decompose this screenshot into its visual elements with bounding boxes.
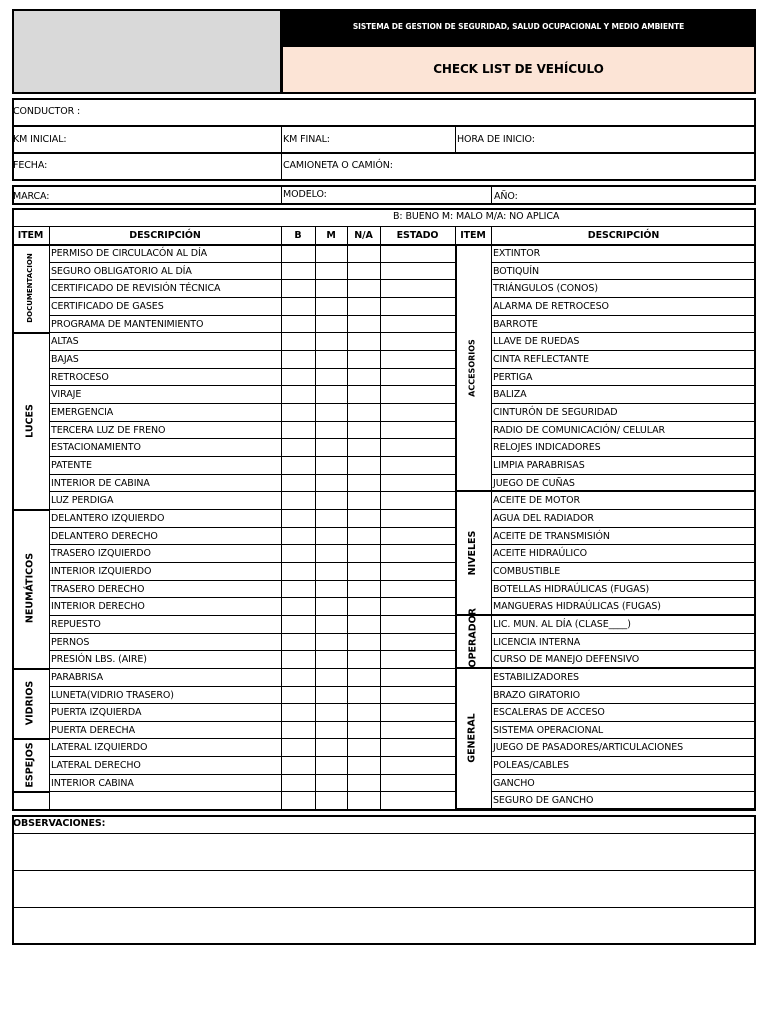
check-cell-b[interactable] [282, 492, 314, 508]
left-item-label: REPUESTO [51, 618, 101, 630]
right-item-label: BRAZO GIRATORIO [493, 689, 581, 701]
left-item-label: INTERIOR IZQUIERDO [51, 565, 152, 577]
right-item-label: BALIZA [493, 389, 527, 401]
check-cell-b[interactable] [282, 475, 314, 491]
check-cell-na[interactable] [348, 369, 379, 385]
right-item-label: TRIÁNGULOS (CONOS) [493, 283, 598, 295]
check-cell-na[interactable] [348, 351, 379, 367]
check-cell-estado[interactable] [381, 545, 454, 561]
system-title-bar [281, 9, 756, 46]
check-cell-b[interactable] [282, 245, 314, 261]
right-item-label: SEGURO DE GANCHO [493, 795, 594, 807]
check-cell-b[interactable] [282, 634, 314, 650]
check-cell-na[interactable] [348, 422, 379, 438]
check-cell-b[interactable] [282, 457, 314, 473]
check-cell-b[interactable] [282, 298, 314, 314]
check-cell-estado[interactable] [381, 404, 454, 420]
check-cell-estado[interactable] [381, 298, 454, 314]
left-item-label: CERTIFICADO DE GASES [51, 300, 164, 312]
check-cell-m[interactable] [316, 263, 346, 279]
check-cell-estado[interactable] [381, 528, 454, 544]
left-item-label: TRASERO IZQUIERDO [51, 548, 151, 560]
check-cell-m[interactable] [316, 563, 346, 579]
check-cell-na[interactable] [348, 245, 379, 261]
check-cell-na[interactable] [348, 439, 379, 455]
right-item-label: JUEGO DE PASADORES/ARTICULACIONES [493, 742, 684, 754]
right-item-label: POLEAS/CABLES [493, 760, 569, 772]
check-cell-b[interactable] [282, 739, 314, 755]
check-cell-b[interactable] [282, 510, 314, 526]
system-title: SISTEMA DE GESTION DE SEGURIDAD, SALUD OCUPACIONAL Y MEDIO AMBIENTE [352, 22, 685, 31]
left-item-label: INTERIOR DERECHO [51, 601, 145, 613]
left-item-label: ESTACIONAMIENTO [51, 442, 141, 454]
col-header-descripcion2: DESCRIPCIÓN [587, 230, 660, 241]
logo-placeholder [12, 9, 282, 94]
check-cell-na[interactable] [348, 457, 379, 473]
check-cell-na[interactable] [348, 598, 379, 614]
right-item-label: BARROTE [493, 318, 538, 330]
col-header-na: N/A [354, 230, 373, 241]
check-cell-estado[interactable] [381, 634, 454, 650]
right-item-label: BOTIQUÍN [493, 265, 539, 277]
km-final-label: KM FINAL: [283, 134, 330, 145]
check-cell-na[interactable] [348, 704, 379, 720]
check-cell-m[interactable] [316, 280, 346, 296]
check-cell-na[interactable] [348, 687, 379, 703]
check-cell-na[interactable] [348, 263, 379, 279]
left-item-label: BAJAS [51, 353, 79, 365]
check-cell-b[interactable] [282, 775, 314, 791]
right-item-label: ACEITE DE MOTOR [493, 495, 580, 507]
right-item-label: EXTINTOR [493, 248, 541, 259]
left-item-label: PUERTA DERECHA [51, 724, 135, 736]
left-item-label: INTERIOR DE CABINA [51, 477, 150, 489]
check-cell-m[interactable] [316, 333, 346, 349]
camioneta-label: CAMIONETA O CAMIÓN: [283, 160, 393, 171]
col-header-estado: ESTADO [396, 230, 439, 241]
check-cell-b[interactable] [282, 581, 314, 597]
check-cell-m[interactable] [316, 492, 346, 508]
right-item-label: ALARMA DE RETROCESO [493, 300, 609, 312]
right-item-label: JUEGO DE CUÑAS [493, 477, 575, 489]
check-cell-m[interactable] [316, 704, 346, 720]
hora-inicio-label: HORA DE INICIO: [457, 134, 535, 145]
left-item-label: PERMISO DE CIRCULACÓN AL DÍA [51, 248, 208, 259]
left-group-label: NEUMÁTICOS [24, 553, 36, 624]
check-cell-na[interactable] [348, 722, 379, 738]
left-group-label: LUCES [24, 403, 36, 438]
check-cell-b[interactable] [282, 545, 314, 561]
modelo-label: MODELO: [283, 189, 327, 200]
check-cell-m[interactable] [316, 757, 346, 773]
right-group-label: GENERAL [466, 713, 478, 764]
check-cell-b[interactable] [282, 528, 314, 544]
check-cell-estado[interactable] [381, 263, 454, 279]
check-cell-m[interactable] [316, 404, 346, 420]
check-cell-estado[interactable] [381, 669, 454, 685]
right-item-label: MANGUERAS HIDRAÚLICAS (FUGAS) [493, 601, 661, 613]
right-item-label: LLAVE DE RUEDAS [493, 336, 580, 348]
check-cell-m[interactable] [316, 581, 346, 597]
left-item-label: DELANTERO IZQUIERDO [51, 512, 165, 524]
check-cell-b[interactable] [282, 386, 314, 402]
check-cell-estado[interactable] [381, 333, 454, 349]
check-cell-m[interactable] [316, 545, 346, 561]
check-cell-estado[interactable] [381, 598, 454, 614]
check-cell-estado[interactable] [381, 422, 454, 438]
check-cell-b[interactable] [282, 404, 314, 420]
check-cell-m[interactable] [316, 386, 346, 402]
check-cell-estado[interactable] [381, 386, 454, 402]
left-item-label: ALTAS [51, 336, 79, 348]
check-cell-na[interactable] [348, 757, 379, 773]
right-item-label: AGUA DEL RADIADOR [493, 512, 594, 524]
left-item-label: SEGURO OBLIGATORIO AL DÍA [51, 265, 192, 277]
check-cell-estado[interactable] [381, 510, 454, 526]
check-cell-na[interactable] [348, 280, 379, 296]
check-cell-m[interactable] [316, 528, 346, 544]
check-cell-na[interactable] [348, 404, 379, 420]
check-cell-estado[interactable] [381, 316, 454, 332]
right-item-label: ESCALERAS DE ACCESO [493, 707, 605, 719]
check-cell-estado[interactable] [381, 245, 454, 261]
left-item-label: PROGRAMA DE MANTENIMIENTO [51, 318, 204, 330]
check-cell-na[interactable] [348, 581, 379, 597]
check-cell-b[interactable] [282, 598, 314, 614]
check-cell-m[interactable] [316, 775, 346, 791]
check-cell-m[interactable] [316, 422, 346, 438]
check-cell-m[interactable] [316, 245, 346, 261]
check-cell-b[interactable] [282, 369, 314, 385]
check-cell-na[interactable] [348, 528, 379, 544]
check-cell-estado[interactable] [381, 492, 454, 508]
right-item-label: RELOJES INDICADORES [493, 442, 601, 454]
right-item-label: ACEITE HIDRAÚLICO [493, 548, 588, 560]
check-cell-estado[interactable] [381, 739, 454, 755]
check-cell-m[interactable] [316, 351, 346, 367]
right-item-label: PERTIGA [493, 371, 533, 383]
check-cell-m[interactable] [316, 616, 346, 632]
check-cell-b[interactable] [282, 333, 314, 349]
left-item-label: TERCERA LUZ DE FRENO [51, 424, 166, 436]
check-cell-m[interactable] [316, 298, 346, 314]
marca-label: MARCA: [13, 191, 50, 202]
left-item-label: INTERIOR CABINA [51, 777, 134, 789]
check-cell-estado[interactable] [381, 722, 454, 738]
check-cell-b[interactable] [282, 722, 314, 738]
check-cell-m[interactable] [316, 739, 346, 755]
check-cell-na[interactable] [348, 634, 379, 650]
left-item-label: PARABRISA [51, 671, 104, 683]
right-item-label: LIMPIA PARABRISAS [493, 459, 585, 471]
right-item-label: ACEITE DE TRANSMISIÓN [493, 530, 610, 542]
right-item-label: CINTURÓN DE SEGURIDAD [493, 406, 618, 418]
check-cell-na[interactable] [348, 510, 379, 526]
check-cell-estado[interactable] [381, 369, 454, 385]
check-cell-na[interactable] [348, 669, 379, 685]
left-item-label: TRASERO DERECHO [51, 583, 145, 595]
check-cell-b[interactable] [282, 263, 314, 279]
check-cell-b[interactable] [282, 351, 314, 367]
right-group-label: OPERADOR [466, 608, 478, 668]
left-item-label: LUNETA(VIDRIO TRASERO) [51, 689, 174, 701]
left-item-label: LATERAL IZQUIERDO [51, 742, 148, 754]
right-item-label: COMBUSTIBLE [493, 565, 561, 577]
left-item-label: RETROCESO [51, 371, 109, 383]
check-cell-estado[interactable] [381, 475, 454, 491]
doc-title: CHECK LIST DE VEHÍCULO [433, 62, 604, 76]
check-cell-estado[interactable] [381, 651, 454, 667]
check-cell-na[interactable] [348, 651, 379, 667]
right-item-label: CURSO DE MANEJO DEFENSIVO [493, 654, 640, 666]
check-cell-estado[interactable] [381, 457, 454, 473]
check-cell-b[interactable] [282, 687, 314, 703]
check-cell-m[interactable] [316, 369, 346, 385]
right-item-label: LIC. MUN. AL DÍA (CLASE____) [493, 618, 631, 630]
check-cell-m[interactable] [316, 669, 346, 685]
left-item-label: DELANTERO DERECHO [51, 530, 158, 542]
right-item-label: LICENCIA INTERNA [493, 636, 581, 648]
fecha-label: FECHA: [13, 160, 48, 171]
legend-text: B: BUENO M: MALO M/A: NO APLICA [393, 211, 560, 222]
col-header-m: M [326, 230, 336, 241]
left-item-label: CERTIFICADO DE REVISIÓN TÉCNICA [51, 283, 221, 295]
vehicle-block [12, 185, 756, 205]
check-cell-m[interactable] [316, 475, 346, 491]
check-cell-b[interactable] [282, 280, 314, 296]
check-cell-estado[interactable] [381, 775, 454, 791]
col-header-b: B [294, 230, 302, 241]
check-cell-na[interactable] [348, 739, 379, 755]
check-cell-na[interactable] [348, 333, 379, 349]
check-cell-m[interactable] [316, 598, 346, 614]
check-cell-b[interactable] [282, 757, 314, 773]
right-group-label: ACCESORIOS [467, 338, 477, 397]
left-item-label: VIRAJE [51, 389, 82, 401]
col-header-item: ITEM [17, 230, 44, 241]
check-cell-na[interactable] [348, 316, 379, 332]
check-cell-estado[interactable] [381, 704, 454, 720]
check-cell-estado[interactable] [381, 616, 454, 632]
check-cell-estado[interactable] [381, 687, 454, 703]
check-cell-estado[interactable] [381, 563, 454, 579]
check-cell-estado[interactable] [381, 757, 454, 773]
check-cell-na[interactable] [348, 545, 379, 561]
check-cell-b[interactable] [282, 316, 314, 332]
left-item-label: LUZ PERDIGA [51, 495, 114, 507]
check-cell-estado[interactable] [381, 351, 454, 367]
check-cell-na[interactable] [348, 563, 379, 579]
check-cell-estado[interactable] [381, 581, 454, 597]
check-cell-na[interactable] [348, 475, 379, 491]
left-item-label: PATENTE [51, 459, 92, 471]
km-inicial-label: KM INICIAL: [13, 134, 67, 145]
left-item-label: PERNOS [51, 636, 90, 648]
check-cell-b[interactable] [282, 616, 314, 632]
right-item-label: ESTABILIZADORES [493, 671, 579, 683]
left-item-label: EMERGENCIA [51, 406, 114, 418]
check-cell-na[interactable] [348, 616, 379, 632]
observaciones-label: OBSERVACIONES: [13, 818, 106, 829]
check-cell-b[interactable] [282, 651, 314, 667]
check-cell-m[interactable] [316, 439, 346, 455]
col-header-item2: ITEM [460, 230, 486, 241]
right-item-label: BOTELLAS HIDRAÚLICAS (FUGAS) [493, 583, 650, 595]
right-group-label: NIVELES [466, 530, 478, 576]
check-cell-na[interactable] [348, 775, 379, 791]
check-cell-estado[interactable] [381, 439, 454, 455]
anio-label: AÑO: [494, 191, 518, 202]
left-item-label: PUERTA IZQUIERDA [51, 707, 142, 719]
right-item-label: CINTA REFLECTANTE [493, 353, 589, 365]
check-cell-estado[interactable] [381, 280, 454, 296]
conductor-label: CONDUCTOR : [13, 106, 81, 117]
check-cell-m[interactable] [316, 316, 346, 332]
check-cell-na[interactable] [348, 492, 379, 508]
check-cell-m[interactable] [316, 651, 346, 667]
check-cell-m[interactable] [316, 687, 346, 703]
check-cell-b[interactable] [282, 422, 314, 438]
left-item-label: LATERAL DERECHO [51, 760, 141, 772]
right-item-label: RADIO DE COMUNICACIÓN/ CELULAR [493, 424, 666, 436]
check-cell-m[interactable] [316, 457, 346, 473]
left-item-label: PRESIÓN LBS. (AIRE) [51, 654, 147, 666]
check-cell-m[interactable] [316, 510, 346, 526]
check-cell-m[interactable] [316, 634, 346, 650]
doc-title-box [281, 45, 756, 94]
left-group-label: ESPEJOS [24, 742, 36, 788]
left-group-label: VIDRIOS [24, 680, 36, 726]
right-item-label: GANCHO [493, 777, 535, 789]
check-cell-b[interactable] [282, 704, 314, 720]
check-cell-b[interactable] [282, 563, 314, 579]
check-cell-na[interactable] [348, 386, 379, 402]
observaciones-box [12, 815, 756, 945]
right-item-label: SISTEMA OPERACIONAL [493, 724, 604, 736]
col-header-descripcion: DESCRIPCIÓN [129, 230, 201, 241]
check-cell-na[interactable] [348, 298, 379, 314]
check-cell-b[interactable] [282, 439, 314, 455]
check-cell-m[interactable] [316, 722, 346, 738]
left-group-label: DOCUMENTACION [26, 253, 35, 323]
check-cell-b[interactable] [282, 669, 314, 685]
